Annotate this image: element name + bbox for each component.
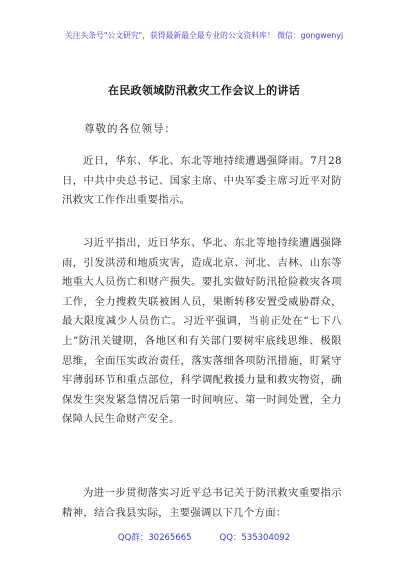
paragraph-1: 近日，华东、华北、东北等地持续遭遇强降雨。7月28日，中共中央总书记、国家主席、中央军委主席习近平对防汛救灾工作作出重要指示。 — [62, 155, 342, 207]
header-banner: 关注头条号"公文研究"，获得最新最全最专业的公文资料库！ 微信：gongwenyj — [64, 31, 344, 40]
footer-qq-contact: QQ：535304092 — [219, 533, 291, 543]
paragraph-3: 为进一步贯彻落实习近平总书记关于防汛救灾重要指示精神，结合我县实际，主要强调以下几个方面： — [62, 487, 342, 519]
paragraph-2: 习近平指出，近日华东、华北、东北等地持续遭遇强降雨，引发洪涝和地质灾害，造成北京、河北、吉林、山东等地重大人员伤亡和财产损失。要扎实做好防汛抢险救灾各项工作，全力搜救失联被困人员，果断转移安置受威胁群众，最大限度减少人员伤亡。习近平强调，当前正处在“七下八上”防汛关键期，各地区和有关部门要树牢底线思维、极限思维，全面压实政治责任，落实落细各项防汛措施，盯紧守牢薄弱环节和重点部位，科学调配救援力量和救灾物资，确保发生突发紧急情况后第一时间响应、第一时间处置，全力保障人民生命财产安全。 — [62, 237, 342, 426]
page-title: 在民政领域防汛救灾工作会议上的讲话 — [107, 84, 301, 97]
footer-qq-group: QQ群：30265665 — [117, 533, 192, 543]
salutation: 尊敬的各位领导： — [84, 123, 176, 135]
footer — [0, 531, 408, 543]
